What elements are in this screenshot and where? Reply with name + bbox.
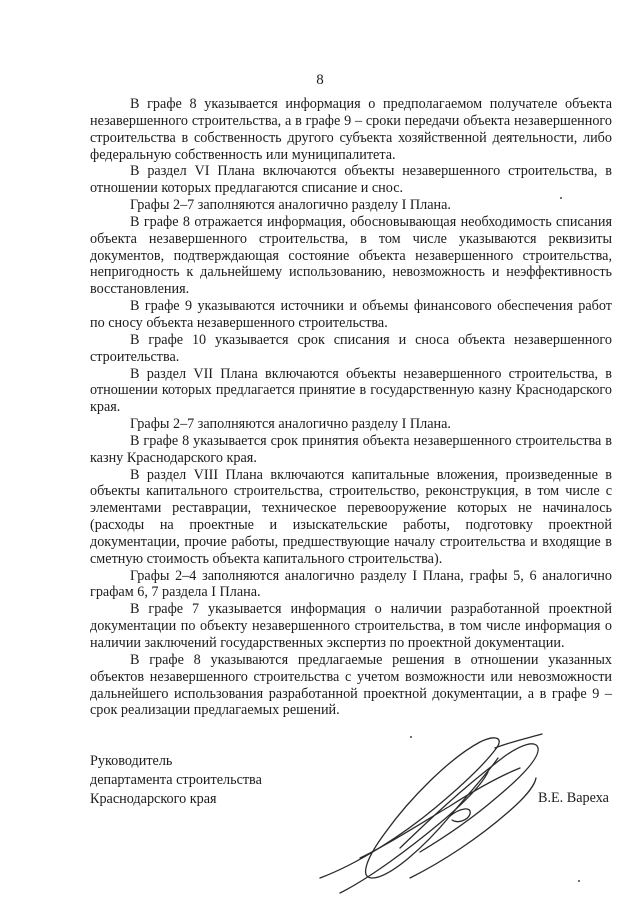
signer-name: В.Е. Вареха	[538, 790, 609, 806]
paragraph: В раздел VIII Плана включаются капитальные вложения, произведенные в объекты капитального строительства, строительство, реконструкция, в том числе с элементами реставрации, техническое перевооружение которых не начиналось (расходы на проектные и изыскательские работы, подготовку проектной документации, прочие работы, предшествующие началу строительства и входящие в сметную стоимость объекта капитального строительства).	[90, 466, 612, 567]
signer-title-line: департамента строительства	[90, 772, 262, 788]
signer-title-line: Руководитель	[90, 753, 173, 769]
scan-speck	[578, 880, 580, 882]
scan-speck	[560, 197, 562, 199]
scan-speck	[410, 736, 412, 738]
paragraph: В графе 8 указывается срок принятия объекта незавершенного строительства в казну Краснодарского края.	[90, 432, 612, 466]
paragraph: В графе 9 указываются источники и объемы финансового обеспечения работ по сносу объекта незавершенного строительства.	[90, 298, 612, 331]
paragraph: В графе 7 указывается информация о наличии разработанной проектной документации по объекту незавершенного строительства, в том числе информация о наличии заключений государственных экспертиз по проектной документации.	[90, 601, 612, 651]
page-number: 8	[316, 72, 324, 88]
paragraph: В графе 8 указывается информация о предполагаемом получателе объекта незавершенного строительства, а в графе 9 – сроки передачи объекта незавершенного строительства в собственность другого субъекта хозяйственной деятельности, либо федеральную собственность или муниципалитета.	[90, 96, 612, 163]
paragraph: В графе 8 указываются предлагаемые решения в отношении указанных объектов незавершенного строительства с учетом возможности или невозможности дальнейшего использования разработанной проектной документации, а в графе 9 – срок реализации предлагаемых решений.	[90, 651, 612, 719]
paragraph: В графе 8 отражается информация, обосновывающая необходимость списания объекта незавершенного строительства, в том числе указываются реквизиты документов, подтверждающая состояние объекта незавершенного строительства, непригодность к дальнейшему использованию, невозможность и неэффективность восстановления.	[90, 213, 612, 298]
signer-title	[90, 752, 262, 809]
paragraph: Графы 2–7 заполняются аналогично разделу I Плана.	[130, 416, 451, 433]
paragraph: В раздел VII Плана включаются объекты незавершенного строительства, в отношении которых предлагается принятие в государственную казну Краснодарского края.	[90, 365, 612, 416]
paragraph: Графы 2–4 заполняются аналогично разделу I Плана, графы 5, 6 аналогично графам 6, 7 раздела I Плана.	[90, 567, 612, 601]
paragraph: В раздел VI Плана включаются объекты незавершенного строительства, в отношении которых предлагаются списание и снос.	[90, 163, 612, 197]
signer-title-line: Краснодарского края	[90, 791, 217, 807]
paragraph: Графы 2–7 заполняются аналогично разделу I Плана.	[130, 197, 451, 214]
paragraph: В графе 10 указывается срок списания и сноса объекта незавершенного строительства.	[90, 331, 612, 365]
handwritten-signature	[300, 728, 550, 903]
